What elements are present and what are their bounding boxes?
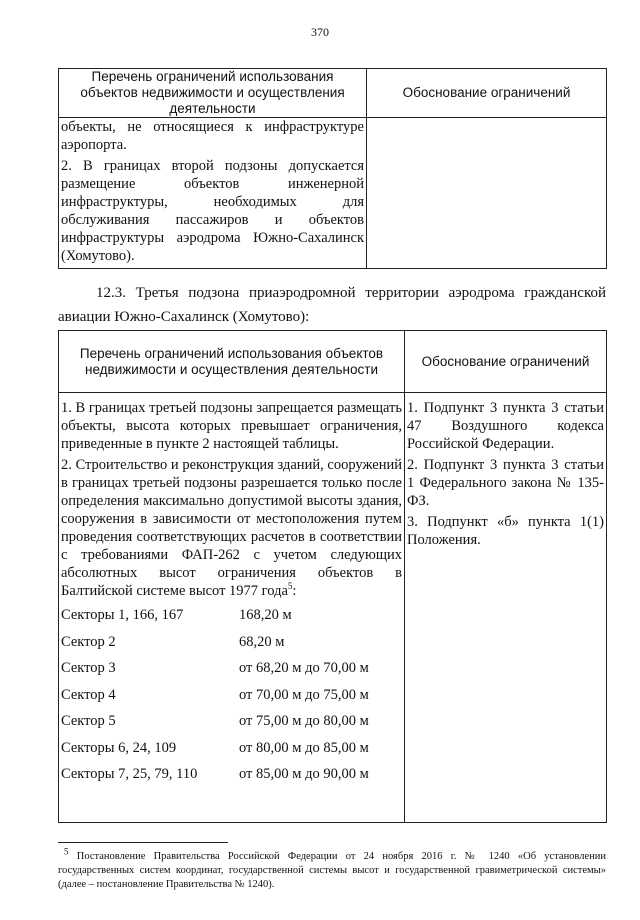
restriction-item-2: 2. Строительство и реконструкция зданий, сооружений в границах третьей подзоны разрешается только после определения максимально допустимой высоты здания, сооружения в зависимости от местоположения путем проведения соответствующих расчетов в соответствии с требованиями ФАП-262 с учетом следующих абсолютных высот ограничения объектов в Балтийской системе высот 1977 года$^5$:	[61, 457, 402, 599]
table1-col1-header: Перечень ограничений использования объектов недвижимости и осуществления деятельности	[59, 69, 367, 118]
table1-restrictions-cell	[59, 118, 367, 269]
footnote-mark: 5	[64, 846, 69, 857]
footnote-reference: 5	[287, 581, 293, 592]
justification-item-3: 3. Подпункт «б» пункта 1(1) Положения.	[407, 514, 604, 548]
justification-item-2: 2. Подпункт 3 пункта 3 статьи 1 Федерального закона № 135-ФЗ.	[407, 457, 604, 509]
table2-col1-header: Перечень ограничений использования объектов недвижимости и осуществления деятельности	[59, 331, 405, 393]
section-paragraph: 12.3. Третья подзона приаэродромной территории аэродрома гражданской авиации Южно-Сахалинск (Хомутово):	[58, 285, 606, 325]
table1-col2-header: Обоснование ограничений	[367, 69, 607, 118]
sector-row: Секторы 7, 25, 79, 110 от 85,00 м до 90,00 м	[61, 766, 369, 782]
restrictions-table-continued	[58, 68, 607, 269]
sector-row: Секторы 6, 24, 109 от 80,00 м до 85,00 м	[61, 739, 369, 756]
sector-row: Сектор 2 68,20 м	[61, 633, 285, 650]
table1-cell-text-2: 2. В границах второй подзоны допускается размещение объектов инженерной инфраструктуры, необходимых для обслуживания пассажиров и объектов инфраструктуры аэродрома Южно-Сахалинск (Хомутово).	[61, 158, 364, 264]
footnote-separator	[58, 842, 228, 843]
table1-cell-text-1: объекты, не относящиеся к инфраструктуре аэропорта.	[61, 119, 364, 153]
restriction-item-1: 1. В границах третьей подзоны запрещается размещать объекты, высота которых превышает ограничения, приведенные в пункте 2 настоящей таблицы.	[61, 400, 402, 452]
table2-justification-cell	[405, 393, 607, 823]
sector-row: Сектор 3 от 68,20 м до 70,00 м	[61, 660, 369, 676]
justification-item-1: 1. Подпункт 3 пункта 3 статьи 47 Воздушного кодекса Российской Федерации.	[407, 400, 604, 452]
page-number: 370	[311, 25, 329, 39]
table2-col2-header: Обоснование ограничений	[405, 331, 607, 393]
third-subzone-table	[58, 330, 607, 823]
table1-justification-cell	[367, 118, 607, 269]
sector-heights-list	[61, 606, 402, 792]
sector-row: Сектор 4 от 70,00 м до 75,00 м	[61, 686, 369, 703]
sector-row: Секторы 1, 166, 167 168,20 м	[61, 607, 292, 623]
table2-restrictions-cell	[59, 393, 405, 823]
sector-row: Сектор 5 от 75,00 м до 80,00 м	[61, 713, 369, 729]
footnote-text: Постановление Правительства Российской Федерации от 24 ноября 2016 г. № 1240 «Об установлении государственных систем координат, государственной системы высот и государственной гравиметрической системы» (далее – постановление Правительства № 1240).	[58, 851, 607, 890]
footnote	[58, 846, 607, 892]
